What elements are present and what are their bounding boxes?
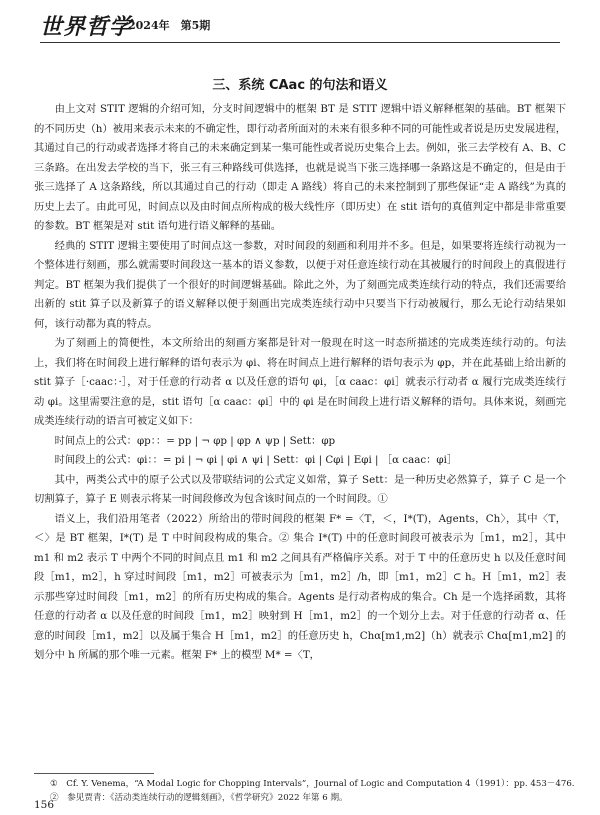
formula-point: 时间点上的公式：φp：：= pp | ¬ φp | φp ∧ ψp | Sett：φp: [54, 434, 336, 447]
paragraph: 为了刻画上的简便性，本文所给出的刻画方案都是针对一般现在时这一时态所描述的完成类连续行动的。句法上，我们将在时间段上进行解释的语句表示为 φi、将在时间点上进行解释的语句表示为 φp，并在此基础上给出新的 stit 算子［·caac：·］，对于任意的行动者 α 以及任意的语句 φi，［α caac：φi］就表示行动者 α 履行完成类连续行动 φi。这里需要注意的是，stit 语句［α caac：φi］中的 φi 是在时间段上进行语义解释的语句。具体来说，刻画完成类连续行动的语言可被定义如下：: [34, 337, 566, 427]
paragraph: 语义上，我们沿用笔者（2022）所给出的带时间段的框架 F* =〈T，＜，I*(T)，Agents，Ch〉，其中〈T，＜〉是 BT 框架，I*(T) 是 T 中时间段构成的集合。② 集合 I*(T) 中的任意时间段可被表示为［m1，m2］，其中 m1 和 m2 表示 T 中两个不同的时间点且 m1 和 m2 之间具有严格偏序关系。对于 T 中的任意历史 h 以及任意时间段［m1，m2］，h 穿过时间段［m1，m2］可被表示为［m1，m2］∕h，即［m1，m2］⊂ h。H［m1，m2］表示那些穿过时间段［m1，m2］的所有历史构成的集合。Agents 是行动者构成的集合。Ch 是一个选择函数，其将任意的行动者 α 以及任意的时间段［m1，m2］映射到 H［m1，m2］的一个划分上去。对于任意的行动者 α、任意的时间段［m1，m2］以及属于集合 H［m1，m2］的任意历史 h，Chα[m1,m2]（h）就表示 Chα[m1,m2] 的划分中 h 所属的那个唯一元素。框架 F* 上的模型 M* =〈T，: [34, 512, 566, 661]
article-body: [34, 100, 566, 666]
section-title: 三、系统 CAac 的句法和语义: [212, 78, 388, 93]
footnotes: [50, 777, 575, 805]
page-number: 156: [34, 799, 55, 811]
paragraph: 经典的 STIT 逻辑主要使用了时间点这一参数，对时间段的刻画和利用并不多。但是，如果要将连续行动视为一个整体进行刻画，那么就需要时间段这一基本的语义参数，以便于对任意连续行动在其被履行的时间段上的真假进行判定。BT 框架为我们提供了一个很好的时间逻辑基础。除此之外，为了刻画完成类连续行动的特点，我们还需要给出新的 stit 算子以及新算子的语义解释以便于刻画出完成类连续行动中只要当下行动被履行，那么无论行动结果如何，该行动都为真的特点。: [34, 239, 566, 330]
formula-interval: 时间段上的公式：φi：：= pi | ¬ φi | φi ∧ ψi | Sett：φi | Cφi | Eφi | ［α caac：φi］: [54, 454, 458, 466]
footnote-2: ② 参见贾青：《活动类连续行动的逻辑刻画》，《哲学研究》2022 年第 6 期。: [50, 793, 348, 803]
header-divider: [40, 42, 560, 43]
page-header: [40, 10, 560, 40]
issue-label: 2024年 第5期: [128, 19, 211, 32]
paragraph: 由上文对 STIT 逻辑的介绍可知，分支时间逻辑中的框架 BT 是 STIT 逻辑中语义解释框架的基础。BT 框架下的不同历史（h）被用来表示未来的不确定性，即行动者所面对的未来有很多种不同的可能性或者说是历史发展进程，其通过自己的行动或者选择才将自己的未来确定到某一集可能性或者说历史集合上去。例如，张三去学校有 A、B、C 三条路。在出发去学校的当下，张三有三种路线可供选择，也就是说当下张三选择哪一条路这是不确定的，但是由于张三选择了 A 这条路线，所以其通过自己的行动（即走 A 路线）将自己的未来控制到了那些保证“走 A 路线”为真的历史上去了。由此可见，时间点以及由时间点所构成的极大线性序（即历史）在 stit 语句的真值判定中都是非常重要的参数。BT 框架是对 stit 语句进行语义解释的基础。: [34, 103, 566, 232]
footnote-divider: [34, 773, 154, 774]
journal-logo: 世界哲学: [40, 14, 133, 40]
footnote-1: ① Cf. Y. Venema，“A Modal Logic for Chopping Intervals”，Journal of Logic and Computation 4（1991）：pp. 453－476.: [50, 779, 575, 789]
paragraph: 其中，两类公式中的原子公式以及带联结词的公式定义如常，算子 Sett：是一种历史必然算子，算子 C 是一个切割算子，算子 E 则表示将某一时间段修改为包含该时间点的一个时间段。①: [34, 473, 566, 505]
